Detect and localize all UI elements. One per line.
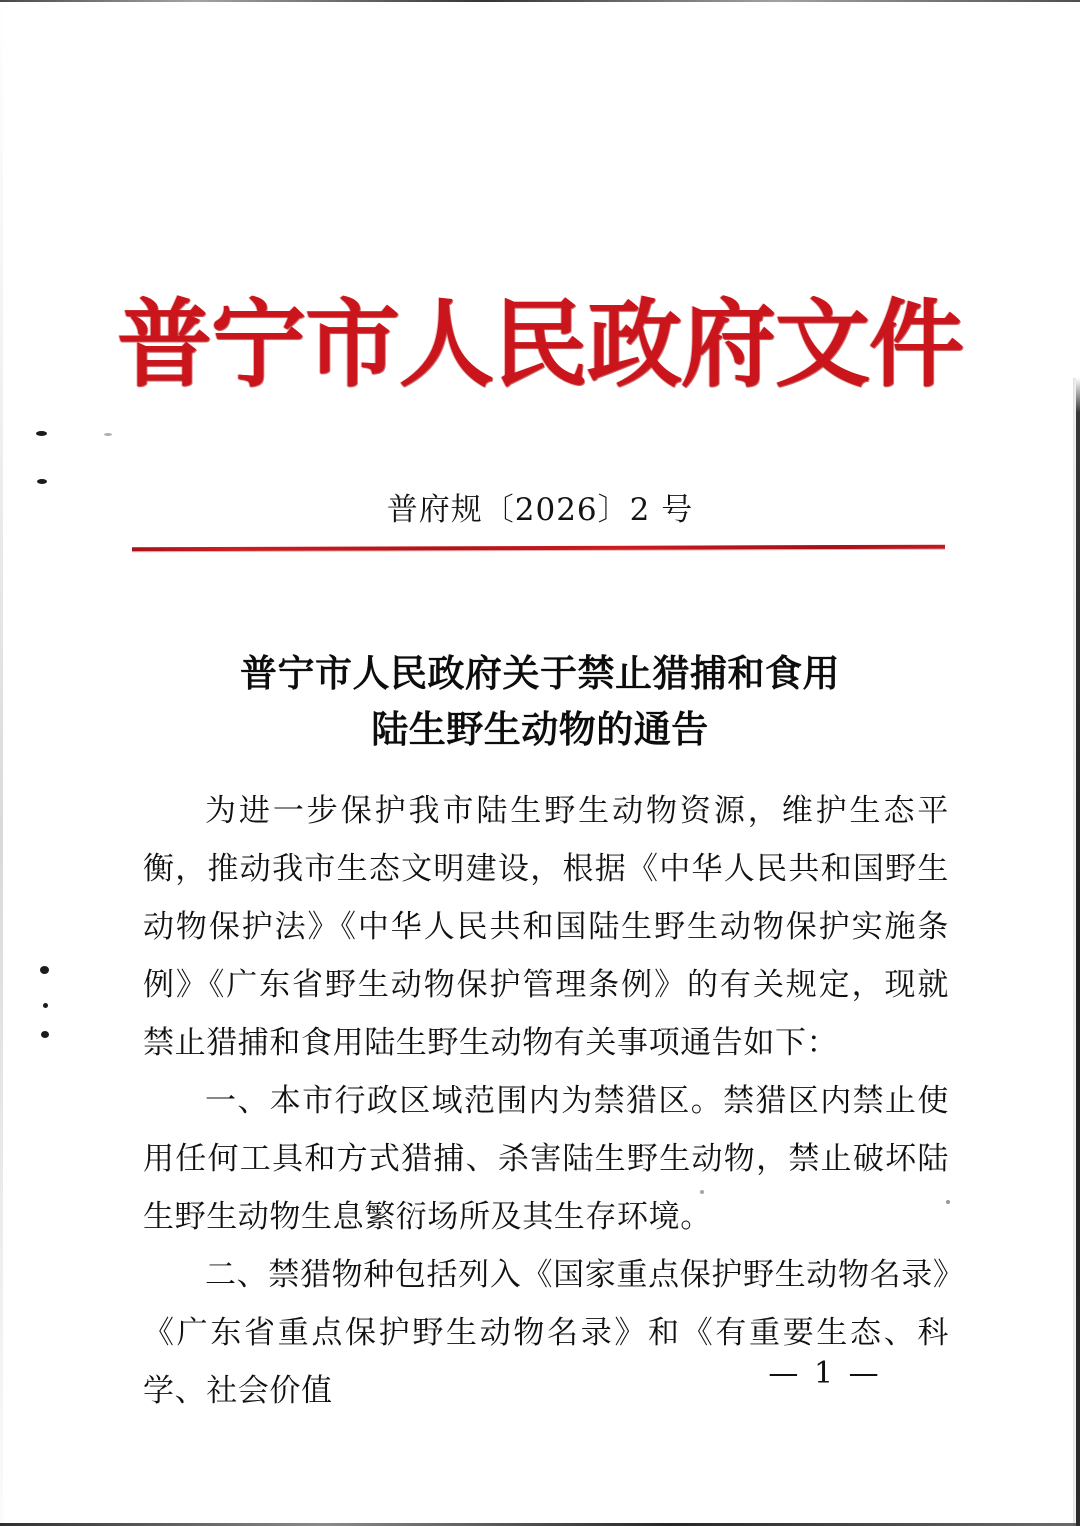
scan-speck: [37, 479, 47, 484]
page-title-line-1: 普宁市人民政府关于禁止猎捕和食用: [240, 651, 840, 695]
scan-edge-left: [0, 0, 3, 1526]
scan-speck: [104, 433, 112, 436]
document-body: [143, 782, 949, 1420]
body-paragraph-clause-2: 二、禁猎物种包括列入《国家重点保护野生动物名录》《广东省重点保护野生动物名录》和《有重要生态、科学、社会价值: [143, 1257, 949, 1409]
document-number: 普府规〔2026〕2 号: [386, 492, 694, 528]
page-title: [0, 645, 1080, 757]
body-paragraph-clause-1: 一、本市行政区域范围内为禁猎区。禁猎区内禁止使用任何工具和方式猎捕、杀害陆生野生动物，禁止破坏陆生野生动物生息繁衍场所及其生存环境。: [143, 1083, 949, 1235]
page-number: — 1 —: [768, 1356, 882, 1391]
scan-speck: [36, 431, 47, 436]
scan-edge-right-shadow: [1073, 378, 1076, 1526]
scan-speck: [41, 1031, 49, 1038]
body-paragraph-preamble: 为进一步保护我市陆生野生动物资源，维护生态平衡，推动我市生态文明建设，根据《中华人民共和国野生动物保护法》《中华人民共和国陆生野生动物保护实施条例》《广东省野生动物保护管理条例》的有关规定，现就禁止猎捕和食用陆生野生动物有关事项通告如下：: [143, 793, 949, 1061]
page-title-line-2: 陆生野生动物的通告: [371, 707, 709, 751]
red-separator-rule: [132, 545, 945, 552]
scan-edge-right: [1076, 378, 1080, 1526]
scan-speck: [40, 966, 49, 974]
scan-edge-top: [0, 0, 1080, 2]
masthead-title: 普宁市人民政府文件: [116, 289, 963, 400]
scan-speck: [43, 1003, 48, 1008]
